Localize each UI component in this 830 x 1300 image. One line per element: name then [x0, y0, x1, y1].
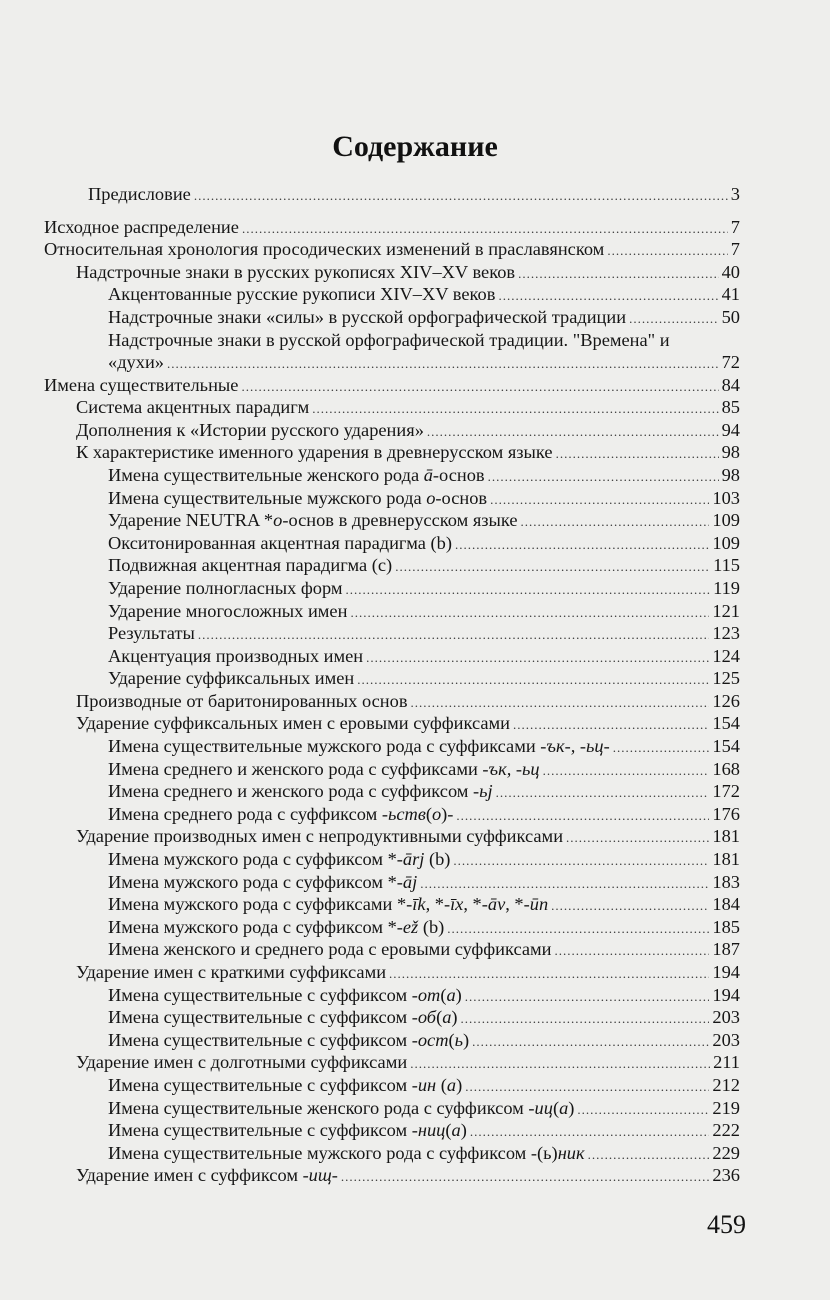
toc-page-number: 176	[712, 803, 740, 824]
toc-entry-label: Имена существительные с суффиксом -ост(ь)	[108, 1029, 470, 1050]
toc-entry-label: Ударение производных имен с непродуктивными суффиксами	[76, 826, 564, 847]
toc-entry[interactable]	[44, 374, 740, 397]
toc-entry-label: Имена существительные с суффиксом -об(а)	[108, 1007, 458, 1028]
toc-entry-label: Ударение имен с краткими суффиксами	[76, 962, 387, 982]
toc-entry-label: Ударение имен с долготными суффиксами	[76, 1052, 408, 1073]
toc-entry-label: Имена существительные с суффиксом -ниц(а)	[108, 1120, 467, 1141]
toc-entry[interactable]	[44, 283, 740, 306]
leader-dots	[490, 489, 709, 512]
toc-entry-label: Акцентуация производных имен	[108, 645, 364, 666]
leader-dots	[566, 827, 709, 850]
toc-entry[interactable]	[44, 532, 740, 555]
toc-entry-label: Имена мужского рода с суффиксами *-īk, *-īx, *-āv, *-ūn	[108, 894, 549, 915]
toc-entry-label: Имена существительные с суффиксом -от(а)	[108, 984, 462, 1005]
toc-entry[interactable]	[44, 803, 740, 826]
toc-entry[interactable]	[44, 464, 740, 487]
toc-entry-label: Имена существительные с суффиксом -ин (а)	[108, 1074, 463, 1095]
toc-page-number: 98	[721, 442, 740, 463]
toc-entry[interactable]	[44, 600, 740, 623]
toc-entry[interactable]	[44, 825, 740, 848]
toc-entry-label: Ударение полногласных форм	[108, 577, 343, 598]
leader-dots	[588, 1144, 710, 1167]
toc-entry-label: Имена среднего и женского рода с суффиксами -ък, -ьц	[108, 758, 540, 779]
toc-page-number: 154	[712, 736, 740, 757]
toc-page-number: 94	[721, 419, 740, 440]
toc-page-number: 236	[712, 1165, 740, 1186]
toc-page-number: 109	[712, 532, 740, 553]
toc-entry[interactable]	[44, 238, 740, 261]
toc-entry[interactable]	[44, 1119, 740, 1142]
toc-entry-label: Имена мужского рода с суффиксом *-ārj (b)	[108, 849, 451, 870]
toc-entry-label: Имена существительные женского рода ā-основ	[108, 464, 485, 485]
toc-entry[interactable]	[44, 329, 740, 374]
leader-dots	[613, 737, 710, 760]
toc-entry-label: Ударение суффиксальных имен с еровыми суффиксами	[76, 713, 510, 734]
toc-entry-label: Надстрочные знаки в русских рукописях XIV–XV веков	[76, 261, 516, 282]
toc-entry[interactable]	[44, 183, 740, 206]
toc-entry-label: Производные от баритонированных основ	[76, 690, 408, 711]
toc-page-number: 85	[721, 397, 740, 418]
toc-page-number: 194	[712, 962, 740, 982]
leader-dots	[577, 1099, 709, 1122]
leader-dots	[194, 185, 728, 208]
toc-entry-label: Имена существительные мужского рода o-основ	[108, 487, 488, 508]
toc-page-number: 115	[713, 555, 740, 576]
toc-page-number: 181	[712, 849, 740, 870]
leader-dots	[198, 624, 710, 647]
toc-page-number: 98	[721, 464, 740, 485]
toc-entry[interactable]	[44, 871, 740, 894]
leader-dots	[554, 940, 709, 963]
toc-entry[interactable]	[44, 419, 740, 442]
toc-page-number: 50	[721, 306, 740, 327]
toc-entry[interactable]	[44, 487, 740, 510]
toc-entry[interactable]	[44, 577, 740, 600]
leader-dots	[341, 1166, 710, 1189]
toc-entry-label: Имена существительные женского рода с суффиксом -иц(а)	[108, 1097, 575, 1118]
toc-entry[interactable]	[44, 396, 740, 419]
toc-entry[interactable]	[44, 1029, 740, 1052]
leader-dots	[456, 805, 709, 828]
leader-dots	[496, 782, 710, 805]
toc-entry-label: Надстрочные знаки «силы» в русской орфографической традиции	[108, 306, 627, 327]
leader-dots	[465, 986, 710, 1009]
leader-dots	[350, 602, 709, 625]
leader-dots	[420, 873, 709, 896]
leader-dots	[465, 1076, 709, 1099]
toc-entry[interactable]	[44, 1074, 740, 1097]
toc-entry-label: Ударение многосложных имен	[108, 600, 348, 621]
leader-dots	[470, 1121, 710, 1144]
toc-page-number: 183	[712, 871, 740, 892]
leader-dots	[410, 1053, 710, 1076]
toc-entry[interactable]	[44, 1006, 740, 1029]
toc-entry[interactable]	[44, 645, 740, 668]
toc-page-number: 72	[721, 352, 740, 373]
toc-entry-label: Ударение суффиксальных имен	[108, 668, 355, 689]
toc-page-number: 109	[712, 510, 740, 531]
toc-entry[interactable]	[44, 1051, 740, 1074]
leader-dots	[312, 398, 718, 421]
leader-dots	[607, 240, 727, 263]
toc-page-number: 7	[730, 239, 740, 260]
toc-entry-label: Имена женского и среднего рода с еровыми суффиксами	[108, 939, 552, 960]
leader-dots	[395, 556, 710, 579]
toc-page-number: 181	[712, 826, 740, 847]
toc-entry[interactable]	[44, 1142, 740, 1165]
toc-entry-label: Система акцентных парадигм	[76, 397, 310, 418]
leader-dots	[427, 421, 719, 444]
toc-entry-label: Подвижная акцентная парадигма (c)	[108, 555, 393, 576]
leader-dots	[242, 218, 728, 241]
toc-entry[interactable]	[44, 1164, 740, 1187]
toc-page-number: 121	[712, 600, 740, 621]
leader-dots	[453, 850, 709, 873]
toc-page-number: 124	[712, 645, 740, 666]
leader-dots	[521, 511, 710, 534]
toc-entry[interactable]	[44, 554, 740, 577]
toc-entry-label: Имена существительные мужского рода с суффиксами -ък-, -ьц-	[108, 736, 610, 757]
toc-entry[interactable]	[44, 848, 740, 871]
toc-entry-label: Ударение NEUTRA *o-основ в древнерусском языке	[108, 510, 518, 531]
toc-entry[interactable]	[44, 261, 740, 284]
leader-dots	[447, 918, 709, 941]
toc-entry-label: Имена мужского рода с суффиксом *-ež (b)	[108, 916, 445, 937]
toc-page-number: 168	[712, 758, 740, 779]
toc-page-number: 119	[713, 577, 740, 598]
toc-page-number: 126	[712, 690, 740, 711]
toc-entry-label: Акцентованные русские рукописи XIV–XV веков	[108, 284, 496, 305]
leader-dots	[556, 443, 719, 466]
toc-entry-label: Имена среднего рода с суффиксом -ьств(о)-	[108, 803, 454, 824]
leader-dots	[241, 376, 718, 399]
toc-entry[interactable]	[44, 984, 740, 1007]
toc-entry-label: Результаты	[108, 623, 195, 644]
toc-entry[interactable]	[44, 712, 740, 735]
toc-page-number: 203	[712, 1029, 740, 1050]
toc-entry-label: Дополнения к «Истории русского ударения»	[76, 419, 424, 440]
toc-entry[interactable]	[44, 690, 740, 713]
toc-page-number: 219	[712, 1097, 740, 1118]
toc-entry[interactable]	[44, 758, 740, 781]
toc-page-number: 125	[712, 668, 740, 689]
toc-entry[interactable]	[44, 216, 740, 239]
leader-dots	[543, 760, 710, 783]
leader-dots	[472, 1031, 709, 1054]
leader-dots	[346, 579, 711, 602]
toc-entry[interactable]	[44, 961, 740, 984]
toc-page-number: 211	[713, 1052, 740, 1073]
toc-page-number: 222	[712, 1120, 740, 1141]
toc-entry[interactable]	[44, 441, 740, 464]
toc-entry[interactable]	[44, 938, 740, 961]
toc-entry-label: Окситонированная акцентная парадигма (b)	[108, 532, 452, 553]
leader-dots	[551, 895, 709, 918]
toc-page-number: 3	[730, 184, 740, 204]
table-of-contents	[44, 183, 740, 1187]
toc-entry-label: Имена среднего и женского рода с суффиксом -ьj	[108, 781, 493, 802]
toc-entry-label: Относительная хронология просодических изменений в праславянском	[44, 239, 605, 260]
toc-entry-label: Исходное распределение	[44, 216, 239, 237]
toc-page-number: 84	[721, 374, 740, 395]
leader-dots	[513, 714, 709, 737]
toc-page-number: 154	[712, 713, 740, 734]
toc-entry[interactable]	[44, 667, 740, 690]
leader-dots	[498, 285, 718, 308]
toc-entry[interactable]	[44, 622, 740, 645]
toc-entry[interactable]	[44, 509, 740, 532]
toc-entry-label: Надстрочные знаки в русской орфографической традиции. "Времена" и	[108, 329, 670, 350]
leader-dots	[366, 647, 709, 670]
page-title: Содержание	[332, 130, 498, 163]
leader-dots	[411, 692, 710, 715]
toc-entry[interactable]	[44, 1097, 740, 1120]
toc-page-number: 41	[721, 284, 740, 305]
toc-entry[interactable]	[44, 893, 740, 916]
toc-page-number: 123	[712, 623, 740, 644]
toc-entry-label: Имена существительные	[44, 374, 239, 395]
toc-page-number: 103	[712, 487, 740, 508]
toc-entry-label-continued: «духи»	[108, 352, 164, 373]
toc-entry[interactable]	[44, 780, 740, 803]
toc-entry-label: Имена существительные мужского рода с суффиксом -(ь)ник	[108, 1142, 585, 1163]
leader-dots	[389, 963, 709, 986]
toc-entry-label: К характеристике именного ударения в древнерусском языке	[76, 442, 553, 463]
toc-page-number: 229	[712, 1142, 740, 1163]
toc-entry-label: Имена мужского рода с суффиксом *-āj	[108, 871, 418, 892]
toc-entry[interactable]	[44, 916, 740, 939]
toc-page-number: 7	[730, 216, 740, 237]
toc-page-number: 172	[712, 781, 740, 802]
toc-page-number: 40	[721, 261, 740, 282]
page-number: 459	[707, 1210, 746, 1239]
toc-entry-label: Предисловие	[88, 184, 191, 204]
toc-entry-label: Ударение имен с суффиксом -ищ-	[76, 1165, 338, 1186]
leader-dots	[167, 353, 719, 376]
toc-page-number: 194	[712, 984, 740, 1005]
leader-dots	[629, 308, 719, 331]
toc-page-number: 203	[712, 1007, 740, 1028]
toc-entry[interactable]	[44, 735, 740, 758]
leader-dots	[488, 466, 719, 489]
toc-page-number: 184	[712, 894, 740, 915]
leader-dots	[357, 669, 709, 692]
leader-dots	[455, 534, 709, 557]
leader-dots	[461, 1008, 710, 1031]
toc-page-number: 212	[712, 1074, 740, 1095]
leader-dots	[518, 263, 719, 286]
toc-page-number: 185	[712, 916, 740, 937]
toc-entry[interactable]	[44, 306, 740, 329]
toc-page-number: 187	[712, 939, 740, 960]
